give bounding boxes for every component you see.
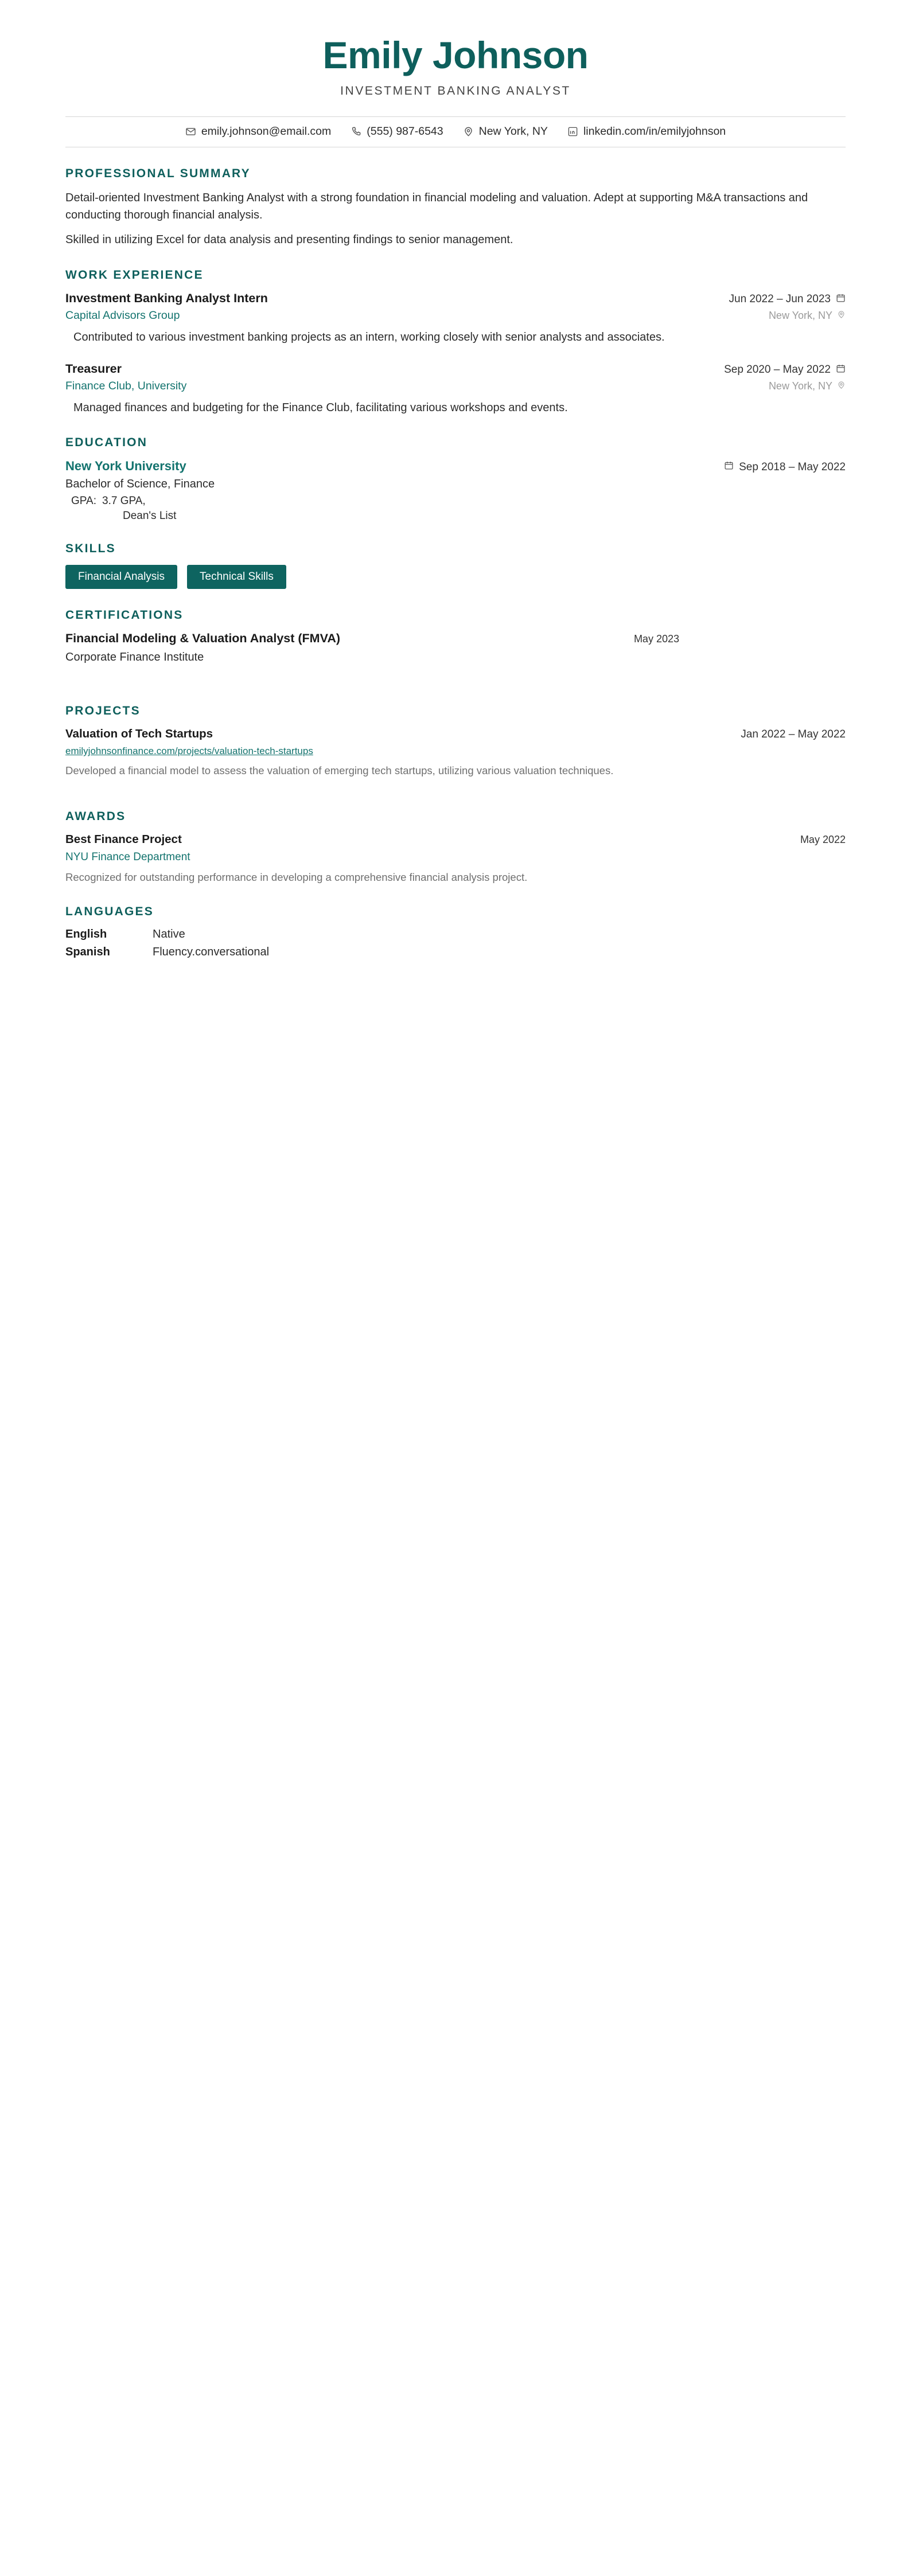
experience-date bbox=[724, 364, 846, 377]
envelope-icon bbox=[185, 126, 196, 137]
experience-location-text: New York, NY bbox=[768, 380, 832, 392]
project-description: Developed a financial model to assess the valuation of emerging tech startups, utilizing various valuation techniques. bbox=[65, 764, 614, 777]
award-date: May 2022 bbox=[800, 834, 846, 846]
education-gpa-label: GPA: bbox=[71, 495, 96, 508]
experience-entry bbox=[65, 362, 846, 416]
award-issuer: NYU Finance Department bbox=[65, 851, 190, 864]
section-title-experience: WORK EXPERIENCE bbox=[65, 268, 204, 282]
candidate-headline: INVESTMENT BANKING ANALYST bbox=[340, 84, 571, 98]
section-skills bbox=[65, 542, 846, 589]
experience-location bbox=[769, 380, 846, 392]
language-row bbox=[65, 946, 846, 959]
language-level: Native bbox=[153, 927, 185, 940]
experience-entry bbox=[65, 291, 846, 346]
project-name: Valuation of Tech Startups bbox=[65, 727, 213, 741]
award-entry bbox=[65, 833, 846, 885]
section-professional-summary bbox=[65, 167, 846, 249]
experience-location-text: New York, NY bbox=[768, 309, 832, 321]
contact-phone[interactable] bbox=[341, 125, 453, 138]
award-description: Recognized for outstanding performance in developing a comprehensive financial analysis project. bbox=[65, 871, 528, 884]
section-languages bbox=[65, 905, 846, 959]
experience-company: Capital Advisors Group bbox=[65, 309, 180, 322]
contact-phone-text: (555) 987-6543 bbox=[367, 125, 443, 138]
experience-role: Treasurer bbox=[65, 362, 122, 376]
award-name: Best Finance Project bbox=[65, 833, 182, 846]
language-name: Spanish bbox=[65, 945, 110, 958]
section-awards bbox=[65, 810, 846, 885]
experience-date-text: Sep 2020 – May 2022 bbox=[724, 364, 831, 376]
language-row bbox=[65, 928, 846, 941]
contact-email[interactable] bbox=[176, 125, 341, 138]
education-date-text: Sep 2018 – May 2022 bbox=[739, 460, 846, 473]
certification-name: Financial Modeling & Valuation Analyst (FMVA) bbox=[65, 631, 341, 646]
calendar-icon bbox=[836, 293, 846, 306]
language-name: English bbox=[65, 927, 107, 940]
summary-paragraph: Detail-oriented Investment Banking Analyst with a strong foundation in financial modeling and valuation. Adept at supporting M&A transactions and conducting thorough financial analysis. bbox=[65, 192, 808, 221]
skill-chip: Financial Analysis bbox=[65, 565, 177, 589]
section-title-skills: SKILLS bbox=[65, 542, 116, 556]
calendar-icon bbox=[724, 460, 734, 474]
languages-list bbox=[65, 928, 846, 959]
calendar-icon bbox=[836, 364, 846, 377]
certification-date: May 2023 bbox=[633, 633, 679, 645]
experience-company: Finance Club, University bbox=[65, 379, 187, 392]
project-entry bbox=[65, 727, 846, 779]
phone-icon bbox=[351, 126, 361, 137]
education-degree: Bachelor of Science, Finance bbox=[65, 478, 215, 491]
skills-list bbox=[65, 565, 846, 589]
contact-bar bbox=[65, 116, 846, 147]
experience-description: Contributed to various investment banking projects as an intern, working closely with senior analysts and associates. bbox=[73, 330, 665, 344]
summary-paragraph: Skilled in utilizing Excel for data analysis and presenting findings to senior management. bbox=[65, 233, 513, 247]
language-level: Fluency.conversational bbox=[153, 945, 270, 958]
section-title-languages: LANGUAGES bbox=[65, 904, 154, 918]
experience-date-text: Jun 2022 – Jun 2023 bbox=[729, 293, 831, 306]
project-link[interactable]: emilyjohnsonfinance.com/projects/valuation-tech-startups bbox=[65, 746, 313, 757]
section-title-summary: PROFESSIONAL SUMMARY bbox=[65, 167, 251, 181]
contact-linkedin[interactable] bbox=[558, 125, 735, 138]
map-pin-icon bbox=[837, 310, 846, 322]
section-title-awards: AWARDS bbox=[65, 810, 126, 823]
certification-issuer: Corporate Finance Institute bbox=[65, 651, 204, 664]
education-date bbox=[724, 460, 846, 474]
education-school: New York University bbox=[65, 459, 186, 474]
experience-date bbox=[729, 293, 846, 306]
contact-linkedin-text: linkedin.com/in/emilyjohnson bbox=[583, 125, 726, 138]
section-title-projects: PROJECTS bbox=[65, 704, 141, 718]
skill-chip: Technical Skills bbox=[187, 565, 286, 589]
linkedin-icon bbox=[567, 126, 578, 137]
section-work-experience bbox=[65, 268, 846, 416]
education-gpa-value: 3.7 GPA, bbox=[102, 495, 146, 508]
section-title-certifications: CERTIFICATIONS bbox=[65, 608, 184, 622]
experience-role: Investment Banking Analyst Intern bbox=[65, 291, 268, 306]
candidate-name: Emily Johnson bbox=[322, 34, 589, 76]
experience-location bbox=[769, 310, 846, 322]
project-date: Jan 2022 – May 2022 bbox=[741, 728, 846, 741]
resume-header bbox=[65, 36, 846, 98]
map-pin-icon bbox=[837, 380, 846, 392]
experience-description: Managed finances and budgeting for the Finance Club, facilitating various workshops and events. bbox=[73, 401, 568, 414]
map-pin-icon bbox=[463, 126, 474, 137]
education-honors: Dean's List bbox=[123, 510, 177, 522]
contact-location bbox=[453, 125, 558, 138]
education-entry bbox=[65, 459, 846, 522]
contact-location-text: New York, NY bbox=[478, 125, 548, 138]
certification-entry bbox=[65, 631, 846, 664]
section-education bbox=[65, 436, 846, 522]
contact-email-text: emily.johnson@email.com bbox=[201, 125, 332, 138]
section-projects bbox=[65, 704, 846, 779]
section-title-education: EDUCATION bbox=[65, 436, 148, 450]
section-certifications bbox=[65, 608, 846, 664]
